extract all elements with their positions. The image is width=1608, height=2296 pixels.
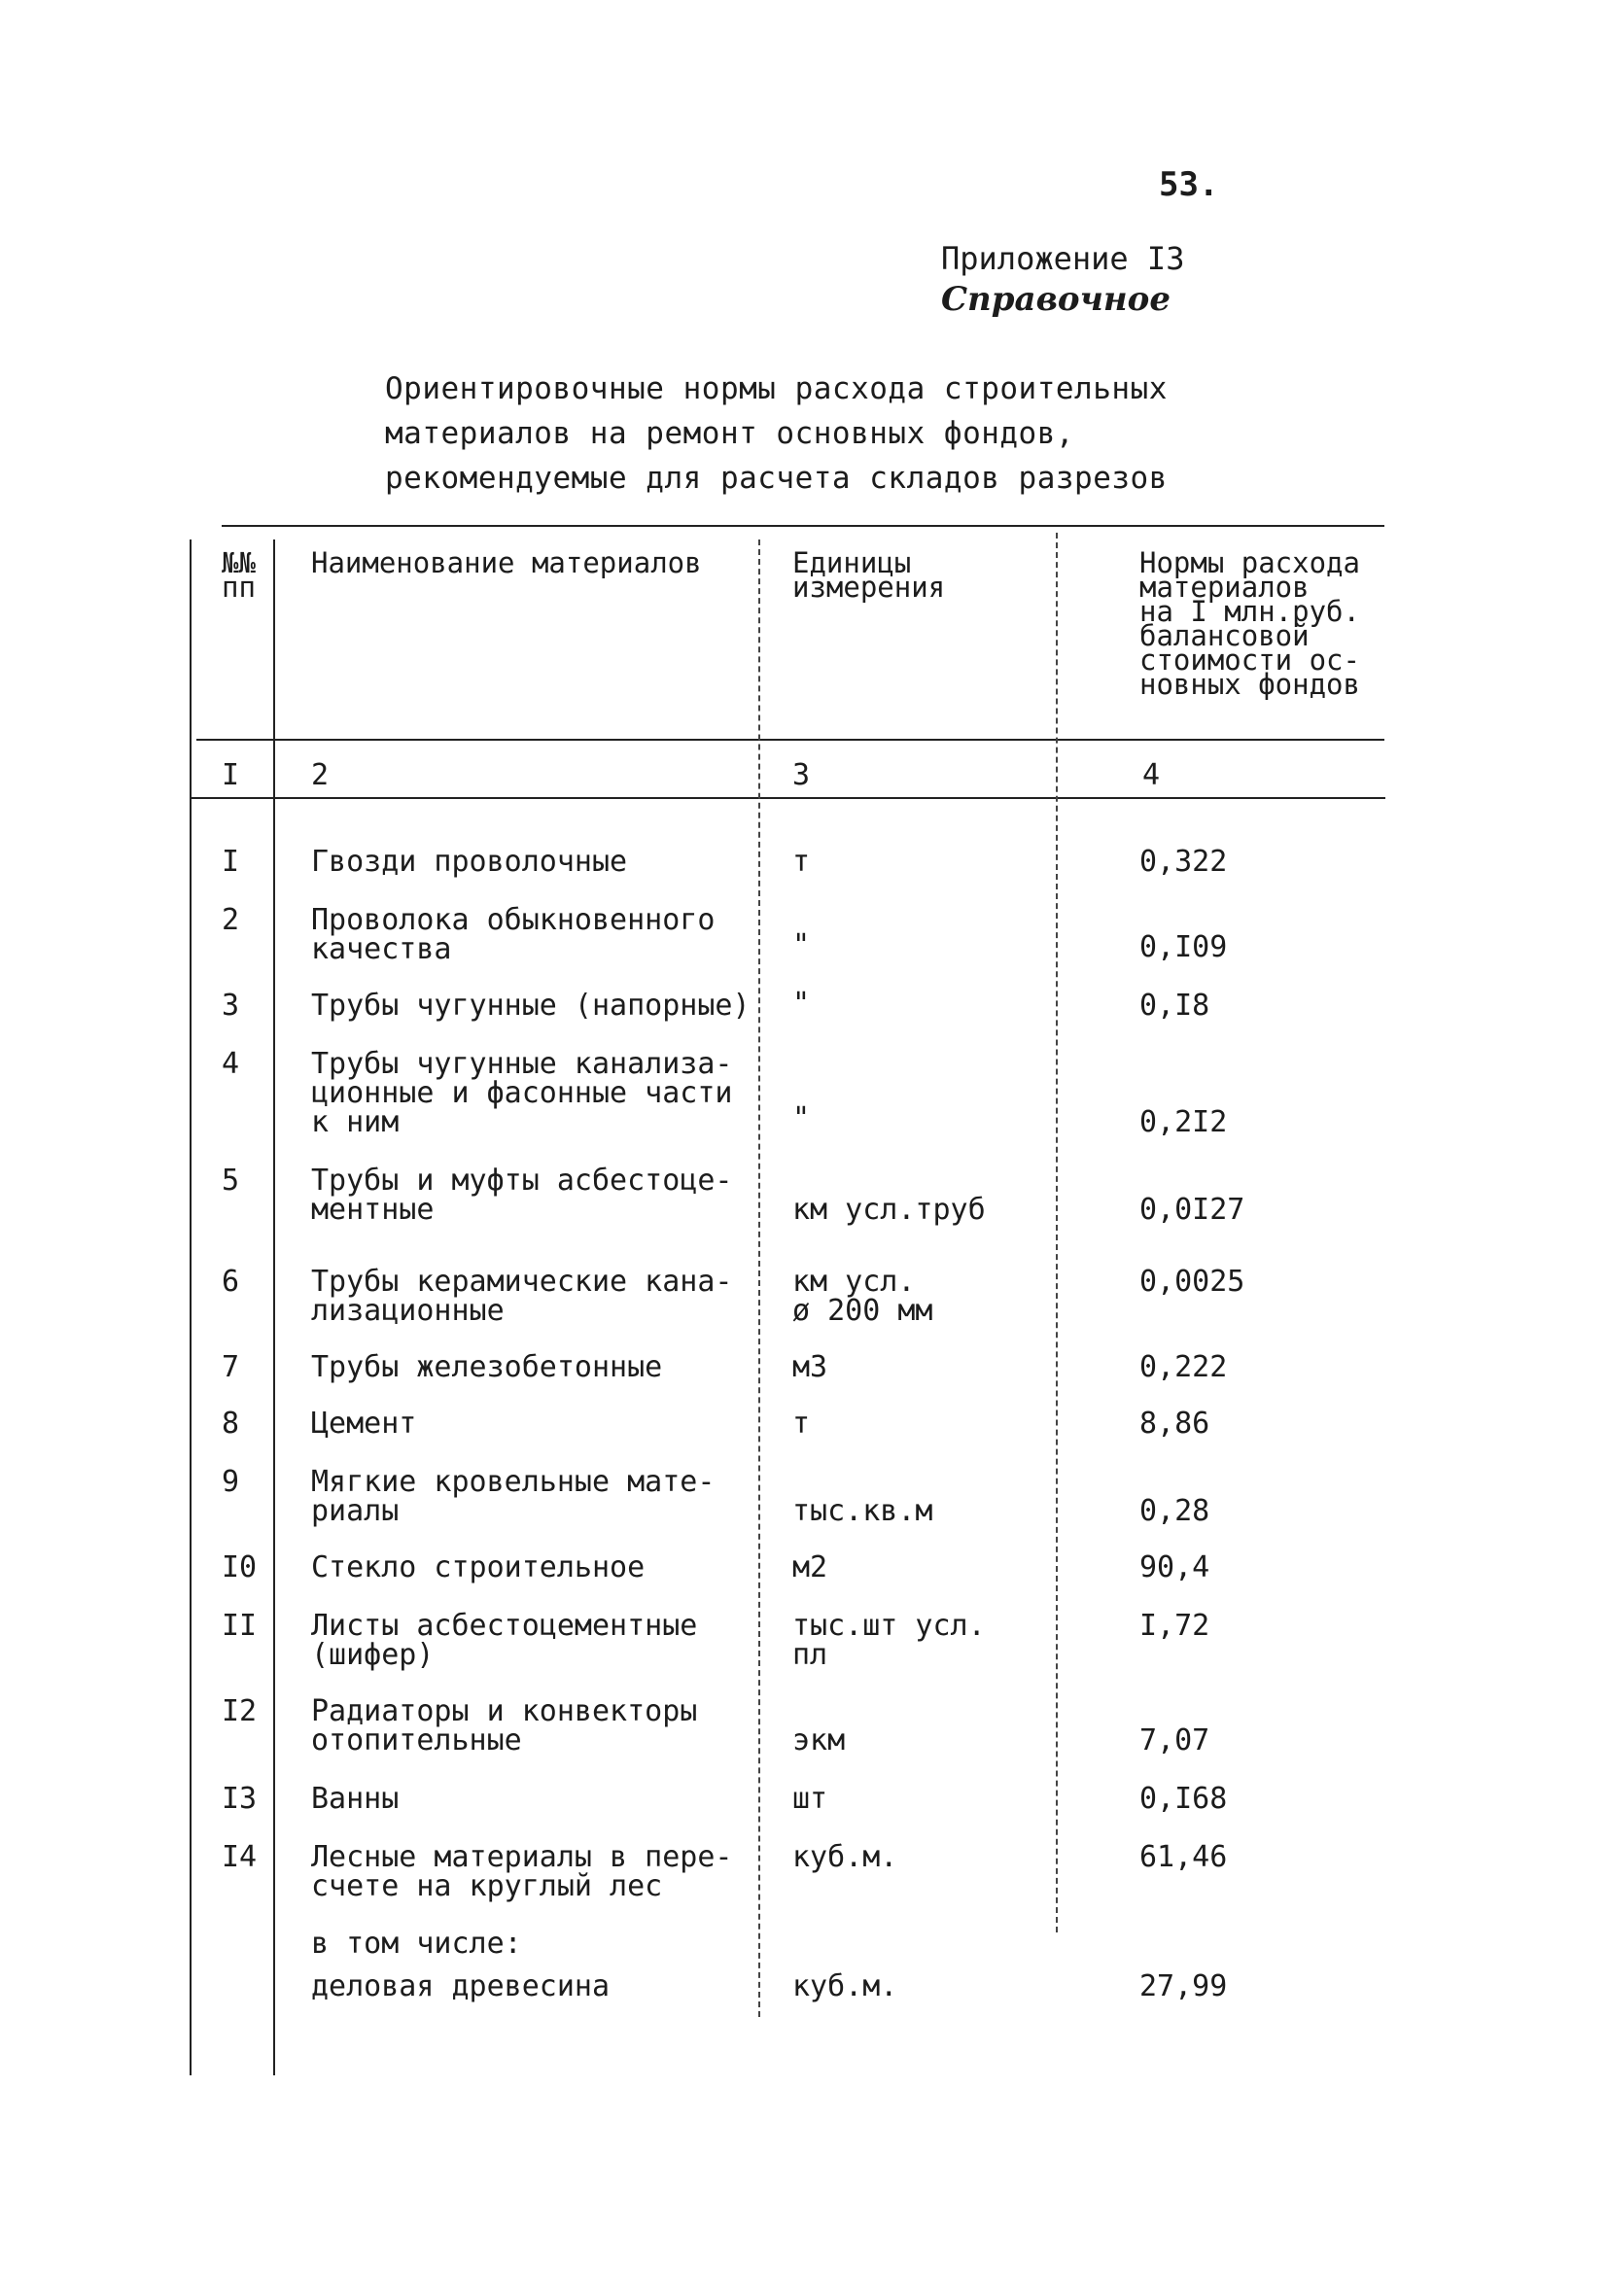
row-6-name: Трубы керамические кана- лизационные [311,1265,733,1328]
row-6-norm: 0,0025 [1139,1265,1245,1299]
row-9-unit: тыс.кв.м [792,1494,933,1528]
row-6-unit: км усл. ø 200 мм [792,1265,933,1328]
row-11-norm: I,72 [1139,1609,1210,1643]
row-12-name: Радиаторы и конвекторы отопительные [311,1694,698,1757]
row-2-number: 2 [222,903,240,937]
row-8-name: Цемент [311,1407,417,1441]
row-13-number: I3 [222,1782,258,1816]
reference-note: Справочное [941,280,1171,319]
sub-row-name: деловая древесина [311,1969,611,2003]
table-left-border [190,539,192,2075]
row-4-unit: " [792,1101,811,1135]
header-unit: Единицы измерения [792,546,946,604]
document-title-line-1: Ориентировочные нормы расхода строительных [385,371,1168,406]
row-3-unit: " [792,987,811,1021]
row-5-number: 5 [222,1164,240,1198]
row-1-number: I [222,845,240,879]
document-title-line-2: материалов на ремонт основных фондов, [385,416,1075,451]
column-number-rule [190,797,1385,799]
row-11-unit: тыс.шт усл. пл [792,1609,986,1672]
row-13-unit: шт [792,1782,828,1816]
row-2-norm: 0,I09 [1139,930,1228,964]
row-10-number: I0 [222,1550,258,1584]
document-title-line-3: рекомендуемые для расчета складов разрезов [385,461,1168,496]
row-14-norm: 61,46 [1139,1840,1228,1874]
row-7-norm: 0,222 [1139,1350,1228,1384]
row-8-unit: т [792,1407,811,1441]
row-1-unit: т [792,845,811,879]
row-9-norm: 0,28 [1139,1494,1210,1528]
column-divider-3 [1056,533,1058,1932]
row-1-name: Гвозди проволочные [311,845,628,879]
row-2-name: Проволока обыкновенного качества [311,903,716,966]
column-divider-1 [273,539,275,2075]
sub-row-norm: 27,99 [1139,1969,1228,2003]
column-number-1: I [222,758,240,792]
row-7-name: Трубы железобетонные [311,1350,663,1384]
row-14-unit: куб.м. [792,1840,898,1874]
row-13-norm: 0,I68 [1139,1782,1228,1816]
table-top-rule [222,525,1384,527]
row-4-norm: 0,2I2 [1139,1105,1228,1139]
row-14-number: I4 [222,1840,258,1874]
row-10-unit: м2 [792,1550,828,1584]
column-number-2: 2 [311,758,330,792]
header-material-name: Наименование материалов [311,546,702,579]
row-2-unit: " [792,928,811,962]
sub-row-unit: куб.м. [792,1969,898,2003]
row-11-name: Листы асбестоцементные (шифер) [311,1609,698,1672]
row-12-norm: 7,07 [1139,1723,1210,1757]
header-bottom-rule [196,739,1384,741]
row-3-norm: 0,I8 [1139,989,1210,1023]
row-7-unit: м3 [792,1350,828,1384]
row-8-norm: 8,86 [1139,1407,1210,1441]
row-5-norm: 0,0I27 [1139,1193,1245,1227]
row-4-number: 4 [222,1047,240,1081]
row-5-name: Трубы и муфты асбестоце- ментные [311,1164,733,1227]
row-1-norm: 0,322 [1139,845,1228,879]
row-6-number: 6 [222,1265,240,1299]
row-12-unit: экм [792,1723,846,1757]
row-12-number: I2 [222,1694,258,1728]
row-14-name: Лесные материалы в пере- счете на круглый лес [311,1840,733,1903]
row-9-name: Мягкие кровельные мате- риалы [311,1465,716,1528]
row-10-norm: 90,4 [1139,1550,1210,1584]
appendix-label: Приложение I3 [941,240,1185,277]
row-3-name: Трубы чугунные (напорные) [311,989,751,1023]
header-consumption-norm: Нормы расхода материалов на I млн.руб. балансовой стоимости ос- новных фондов [1139,546,1360,701]
row-8-number: 8 [222,1407,240,1441]
row-9-number: 9 [222,1465,240,1499]
row-7-number: 7 [222,1350,240,1384]
row-3-number: 3 [222,989,240,1023]
column-number-3: 3 [792,758,811,792]
page-number: 53. [1159,165,1219,204]
row-4-name: Трубы чугунные канализа- ционные и фасонные части к ним [311,1047,733,1139]
header-row-number: №№ пп [222,546,256,604]
row-10-name: Стекло строительное [311,1550,646,1584]
row-13-name: Ванны [311,1782,400,1816]
sub-heading: в том числе: [311,1927,522,1961]
row-5-unit: км усл.труб [792,1193,986,1227]
row-11-number: II [222,1609,258,1643]
column-divider-2 [758,539,760,2017]
column-number-4: 4 [1142,758,1161,792]
